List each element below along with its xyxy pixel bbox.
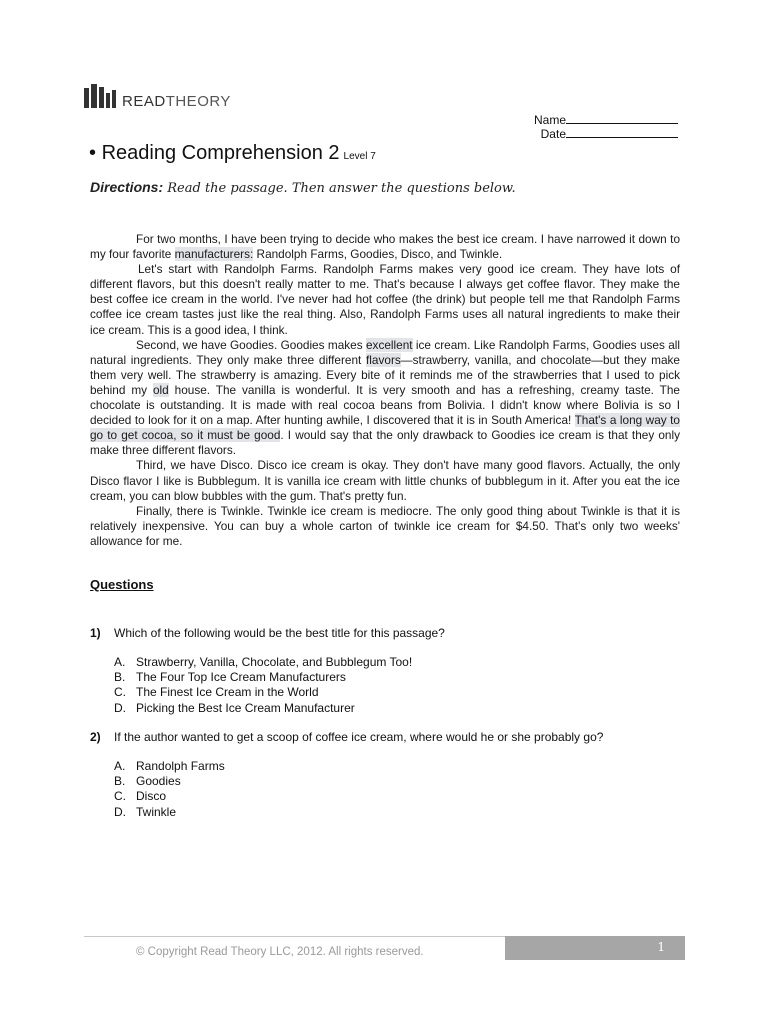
date-label: Date: [540, 127, 566, 141]
level-label: Level 7: [343, 151, 376, 162]
option-1c[interactable]: C. The Finest Ice Cream in the World: [114, 685, 319, 700]
passage-paragraph-3: Second, we have Goodies. Goodies makes excellent ice cream. Like Randolph Farms, Goodies uses all natural ingredients. They only make three different flavors—strawberry, vanilla, and chocolate—but they make them very well. The strawberry is amazing. Every bite of it reminds me of the strawberries that I used to pick behind my old house. The vanilla is wonderful. It is very smooth and has a refreshing, creamy taste. The chocolate is outstanding. It is made with real cocoa beans from Bolivia. I didn't know where Bolivia is so I decided to look for it on a map. After hunting awhile, I discovered that it is in South America! That's a long way to go to get cocoa, so it must be good. I would say that the only drawback to Goodies ice cream is that they only make three different flavors.: [90, 337, 681, 458]
name-label: Name: [533, 113, 566, 127]
option-2d[interactable]: D. Twinkle: [114, 804, 177, 819]
option-2a[interactable]: A. Randolph Farms: [114, 759, 225, 773]
passage-paragraph-2: Let's start with Randolph Farms. Randolph Farms makes very good ice cream. They have lots of different flavors, but this doesn't really matter to me. That's because I always get coffee flavor. They make the best coffee ice cream in the world. I've never had hot coffee (the drink) but people tell me that Randolph Farms coffee ice cream tastes just like the real thing. Also, Randolph Farms uses all natural ingredients to make their ice cream. This is a good idea, I think.: [90, 262, 680, 337]
questions-heading: Questions: [90, 577, 154, 592]
directions-text: Read the passage. Then answer the questions below.: [167, 181, 516, 196]
brand-wordmark: READTHEORY: [122, 93, 231, 110]
name-field[interactable]: [534, 113, 678, 127]
copyright-text: © Copyright Read Theory LLC, 2012. All rights reserved.: [136, 946, 424, 958]
passage-paragraph-5: Finally, there is Twinkle. Twinkle ice cream is mediocre. The only good thing about Twinkle is that it is relatively inexpensive. You can buy a whole carton of twinkle ice cream for $4.50. That's only two weeks' allowance for me.: [90, 503, 680, 548]
passage-paragraph-4: Third, we have Disco. Disco ice cream is okay. They don't have many good flavors. Actually, the only Disco flavor I like is Bubblegum. It is vanilla ice cream with little chunks of bubblegum in it. After you eat the ice cream, you can blow bubbles with the gum. That's pretty fun.: [90, 458, 680, 503]
highlight-manufacturers: manufacturers:: [174, 247, 254, 262]
highlight-old: old: [152, 382, 169, 397]
highlight-excellent: excellent: [365, 337, 413, 352]
highlight-sentence: That's a long way to go to get cocoa, so it must be good: [90, 413, 680, 443]
page-number: 1: [657, 940, 665, 954]
question-1-options: [114, 655, 412, 716]
question-1: 1) Which of the following would be the best title for this passage?: [90, 626, 445, 640]
readtheory-logo-icon: [84, 84, 118, 108]
question-2: 2) If the author wanted to get a scoop of coffee ice cream, where would he or she probably go?: [90, 730, 604, 744]
highlight-flavors: flavors: [366, 352, 401, 367]
question-2-options: [114, 759, 225, 820]
passage-paragraph-1: For two months, I have been trying to decide who makes the best ice cream. I have narrowed it down to my four favorite manufacturers: Randolph Farms, Goodies, Disco, and Twinkle.: [90, 232, 680, 262]
option-1a[interactable]: A. Strawberry, Vanilla, Chocolate, and Bubblegum Too!: [114, 655, 413, 669]
directions-label: Directions:: [90, 179, 164, 195]
option-1d[interactable]: D. Picking the Best Ice Cream Manufacturer: [114, 700, 355, 715]
option-2c[interactable]: C. Disco: [114, 789, 167, 804]
page-title: • Reading Comprehension 2 Level 7: [89, 142, 376, 164]
directions: [90, 179, 516, 196]
reading-passage: [90, 232, 680, 549]
date-field[interactable]: [541, 127, 678, 141]
option-1b[interactable]: B. The Four Top Ice Cream Manufacturers: [114, 670, 346, 685]
option-2b[interactable]: B. Goodies: [114, 774, 181, 789]
